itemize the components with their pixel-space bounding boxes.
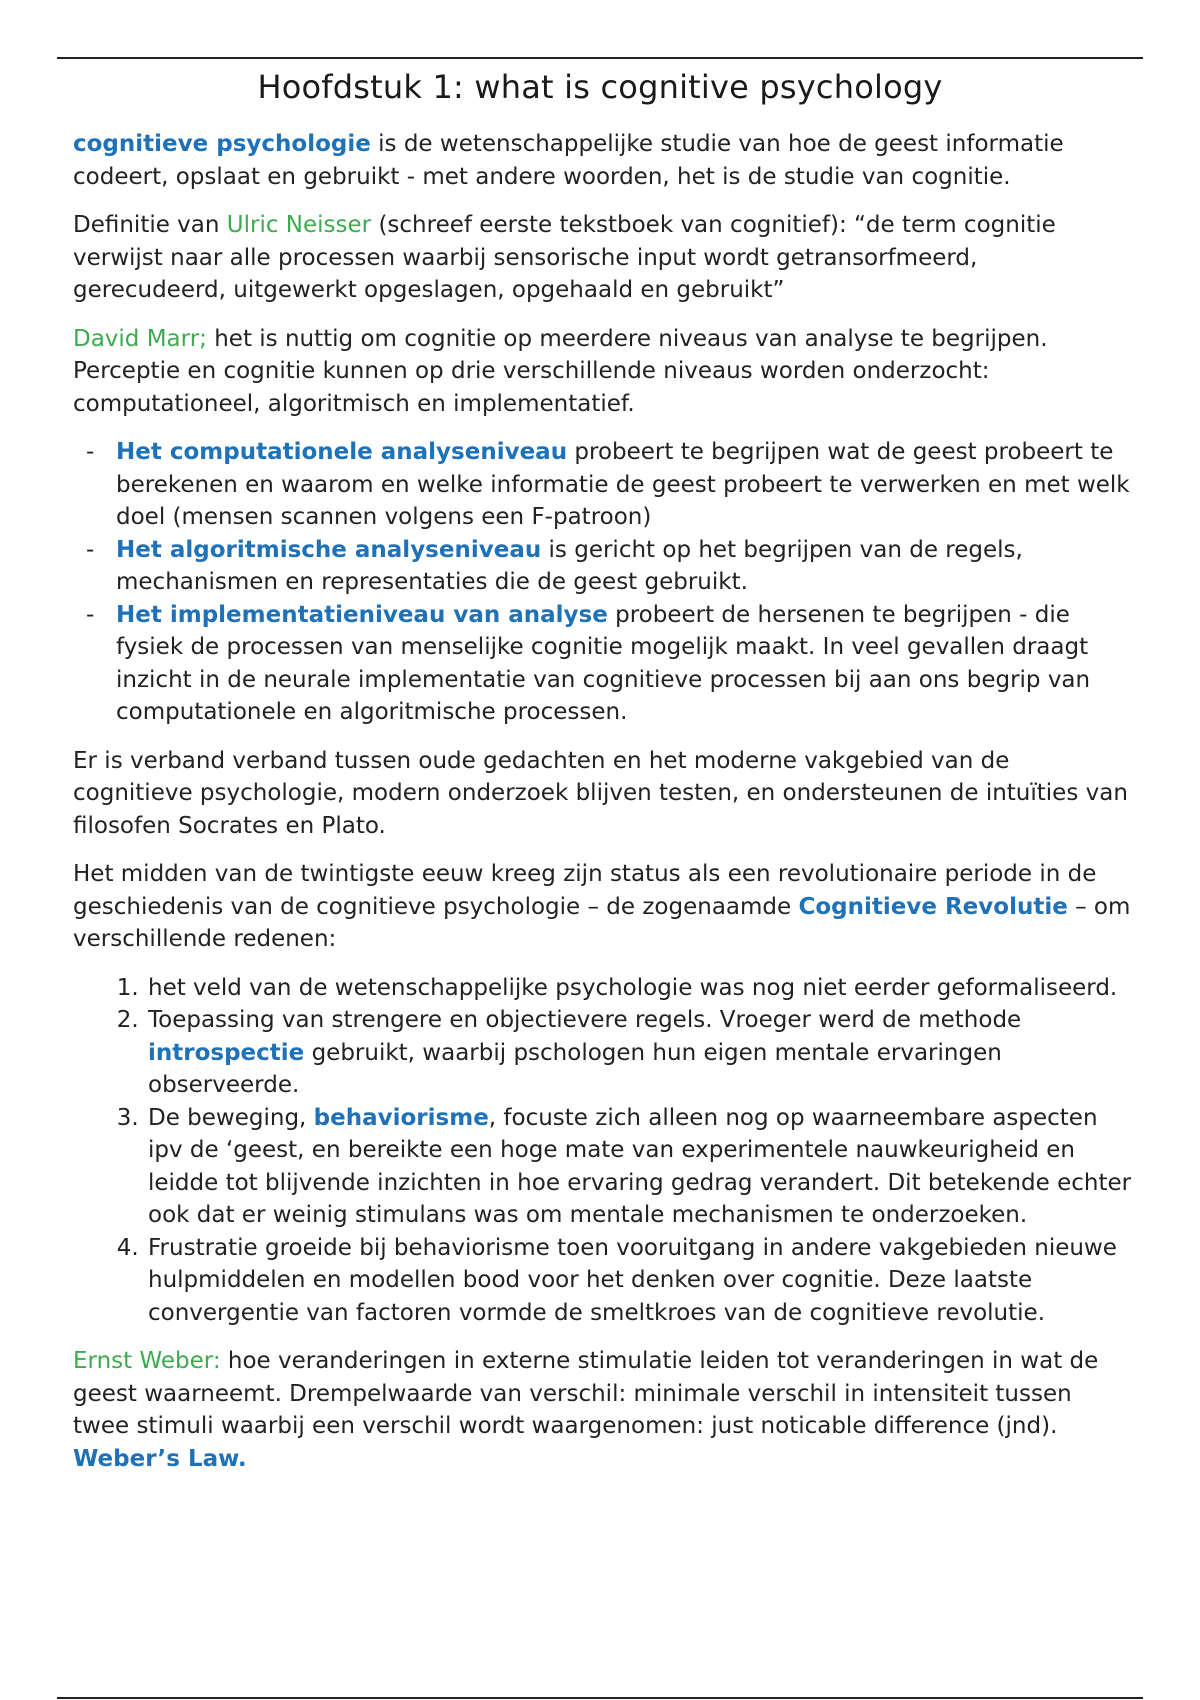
- list-item: [116, 599, 1133, 729]
- paragraph-cognitieve-revolutie: [73, 858, 1133, 956]
- list-item-text: De beweging,: [148, 1104, 314, 1131]
- bottom-rule: [57, 1697, 1143, 1699]
- term-webers-law: Weber’s Law.: [73, 1445, 247, 1472]
- list-item: [146, 1232, 1133, 1330]
- paragraph-filosofen: Er is verband verband tussen oude gedachten en het moderne vakgebied van de cognitieve psychologie, modern onderzoek blijven testen, en ondersteunen de intuïties van filosofen Socrates en Plato.: [73, 747, 1128, 839]
- name-david-marr: David Marr;: [73, 325, 207, 352]
- paragraph-weber: [73, 1345, 1133, 1475]
- paragraph-definition: [73, 128, 1133, 193]
- list-item-text: het veld van de wetenschappelijke psychologie was nog niet eerder geformaliseerd.: [148, 974, 1118, 1001]
- list-item: [146, 1004, 1133, 1102]
- list-item: [146, 1102, 1133, 1232]
- paragraph-text: Definitie van: [73, 212, 227, 238]
- list-item: [146, 972, 1133, 1005]
- document-body: [73, 128, 1133, 1491]
- term-computationeel: Het computationele analyseniveau: [116, 439, 568, 465]
- list-item-text: , focuste zich alleen nog op waarneembare aspecten ipv de ‘geest, en bereikte een hoge mate van experimentele nauwkeurigheid en leidde tot blijvende inzichten in hoe ervaring gedrag verandert. Dit betekende echter ook dat er weinig stimulans was om mentale mechanismen te onderzoeken.: [148, 1104, 1132, 1228]
- term-introspectie: introspectie: [148, 1039, 305, 1066]
- term-behaviorisme: behaviorisme: [313, 1104, 489, 1131]
- paragraph-text: het is nuttig om cognitie op meerdere niveaus van analyse te begrijpen. Perceptie en cognitie kunnen op drie verschillende niveaus worden onderzocht: computationeel, algoritmisch en implementatief.: [73, 325, 1048, 417]
- name-ernst-weber: Ernst Weber:: [73, 1348, 221, 1374]
- term-algoritmisch: Het algoritmische analyseniveau: [116, 536, 542, 563]
- paragraph-marr: [73, 323, 1133, 421]
- paragraph-text: (schreef eerste tekstboek van cognitief): “de term cognitie verwijst naar alle processen waarbij sensorische input wordt getransorfmeerd, gerecudeerd, uitgewerkt opgeslagen, opgehaald en gebruikt”: [73, 212, 1056, 303]
- paragraph-text: is de wetenschappelijke studie van hoe de geest informatie codeert, opslaat en gebruikt - met andere woorden, het is de studie van cognitie.: [73, 131, 1064, 190]
- paragraph-text: Het midden van de twintigste eeuw kreeg zijn status als een revolutionaire periode in de geschiedenis van de cognitieve psychologie – de zogenaamde: [73, 861, 1097, 920]
- reasons-list: [73, 972, 1133, 1330]
- list-item-text: probeert de hersenen te begrijpen - die fysiek de processen van menselijke cognitie mogelijk maakt. In veel gevallen draagt inzicht in de neurale implementatie van cognitieve processen bij aan ons begrip van computationele en algoritmische processen.: [116, 601, 1091, 725]
- term-implementatie: Het implementatieniveau van analyse: [116, 601, 608, 628]
- list-item-text: probeert te begrijpen wat de geest probeert te berekenen en waarom en welke informatie de geest probeert te verwerken en met welk doel (mensen scannen volgens een F-patroon): [116, 439, 1130, 530]
- list-item-text: gebruikt, waarbij pschologen hun eigen mentale ervaringen observeerde.: [148, 1039, 1002, 1098]
- analysis-levels-list: [73, 436, 1133, 729]
- list-item: [116, 534, 1133, 599]
- list-item-text: is gericht op het begrijpen van de regels, mechanismen en representaties die de geest gebruikt.: [116, 536, 1023, 595]
- paragraph-text: hoe veranderingen in externe stimulatie leiden tot veranderingen in wat de geest waarneemt. Drempelwaarde van verschil: minimale verschil in intensiteit tussen twee stimuli waarbij een verschil wordt waargenomen: just noticable difference (jnd).: [73, 1348, 1099, 1439]
- top-rule: [57, 57, 1143, 59]
- paragraph-text: – om verschillende redenen:: [73, 893, 1131, 952]
- list-item-text: Toepassing van strengere en objectievere regels. Vroeger werd de methode: [148, 1007, 1022, 1033]
- list-item-text: Frustratie groeide bij behaviorisme toen vooruitgang in andere vakgebieden nieuwe hulpmiddelen en modellen bood voor het denken over cognitie. Deze laatste convergentie van factoren vormde de smeltkroes van de cognitieve revolutie.: [148, 1234, 1117, 1326]
- page-title: Hoofdstuk 1: what is cognitive psychology: [257, 68, 943, 106]
- term-cognitieve-revolutie: Cognitieve Revolutie: [798, 893, 1068, 920]
- paragraph-neisser: [73, 209, 1133, 307]
- term-cognitieve-psychologie: cognitieve psychologie: [73, 131, 371, 157]
- list-item: [116, 436, 1133, 534]
- name-ulric-neisser: Ulric Neisser: [226, 212, 372, 238]
